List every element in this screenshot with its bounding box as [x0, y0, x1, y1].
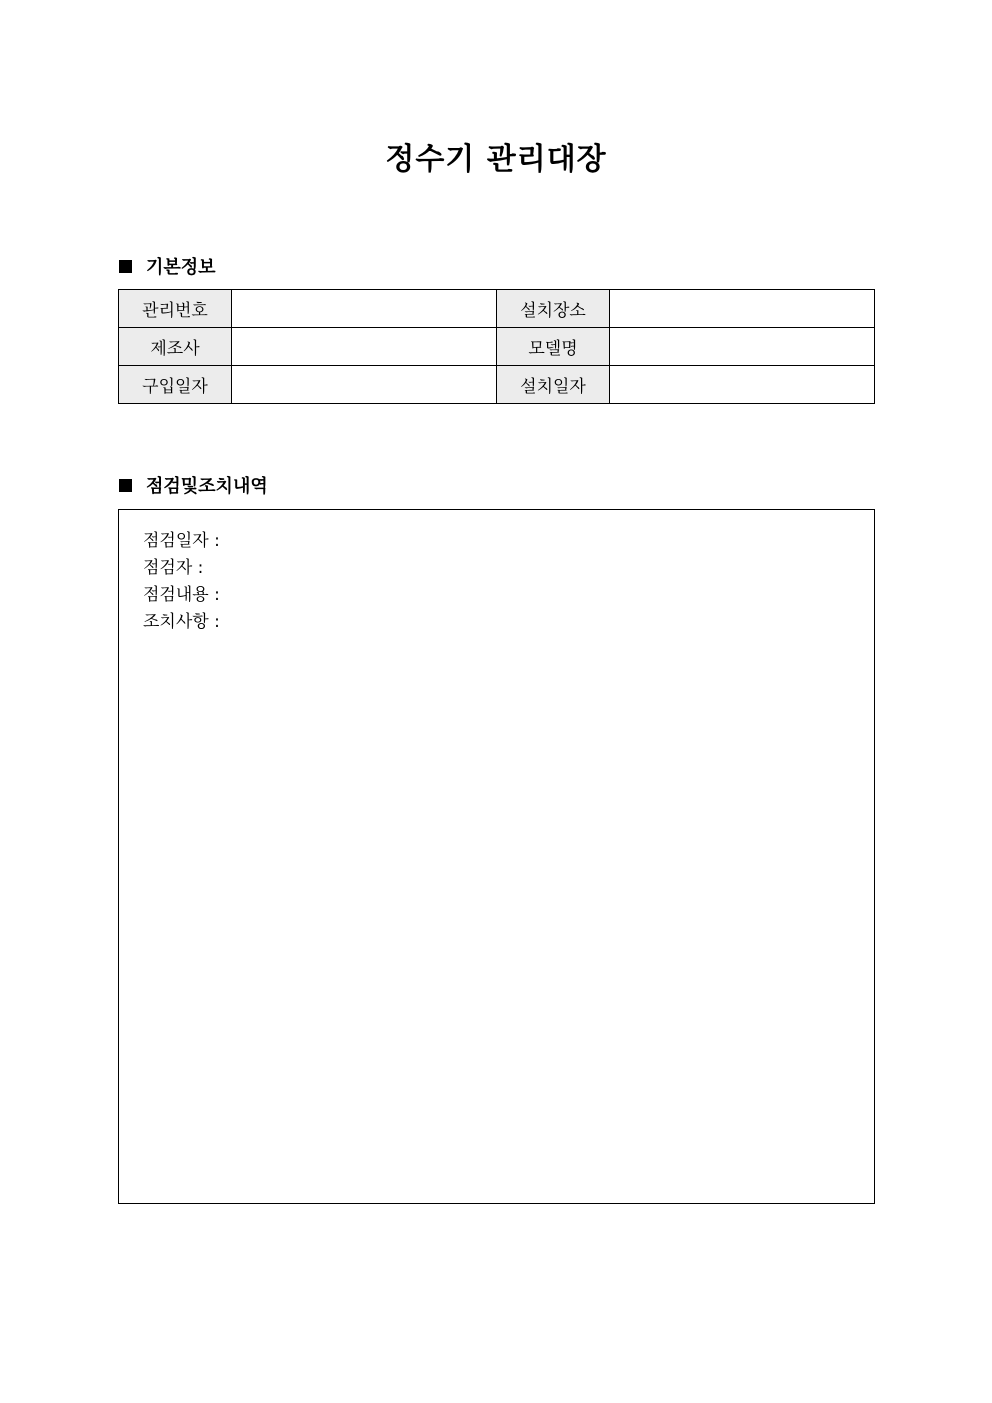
square-bullet-icon: [119, 260, 132, 273]
inspection-fields: [143, 528, 220, 636]
value-install-date[interactable]: [610, 366, 875, 404]
value-install-location[interactable]: [610, 290, 875, 328]
label-purchase-date: 구입일자: [119, 366, 232, 404]
label-manufacturer: 제조사: [119, 328, 232, 366]
value-management-number[interactable]: [232, 290, 497, 328]
section-heading-inspection: [119, 472, 268, 498]
table-row: [119, 328, 875, 366]
value-purchase-date[interactable]: [232, 366, 497, 404]
section-heading-label: 기본정보: [146, 257, 216, 278]
label-install-date: 설치일자: [497, 366, 610, 404]
field-inspection-date: 점검일자 :: [143, 531, 220, 551]
field-inspection-content: 점검내용 :: [143, 585, 220, 605]
value-model-name[interactable]: [610, 328, 875, 366]
section-heading-basic-info: [119, 253, 216, 279]
table-row: [119, 366, 875, 404]
inspection-record-box[interactable]: [118, 509, 875, 1204]
label-management-number: 관리번호: [119, 290, 232, 328]
section-heading-label: 점검및조치내역: [146, 476, 268, 497]
table-row: [119, 290, 875, 328]
label-model-name: 모델명: [497, 328, 610, 366]
document-title: 정수기 관리대장: [385, 142, 607, 177]
label-install-location: 설치장소: [497, 290, 610, 328]
field-inspector: 점검자 :: [143, 558, 204, 578]
value-manufacturer[interactable]: [232, 328, 497, 366]
square-bullet-icon: [119, 479, 132, 492]
field-action-taken: 조치사항 :: [143, 612, 220, 632]
basic-info-table: [118, 289, 875, 404]
